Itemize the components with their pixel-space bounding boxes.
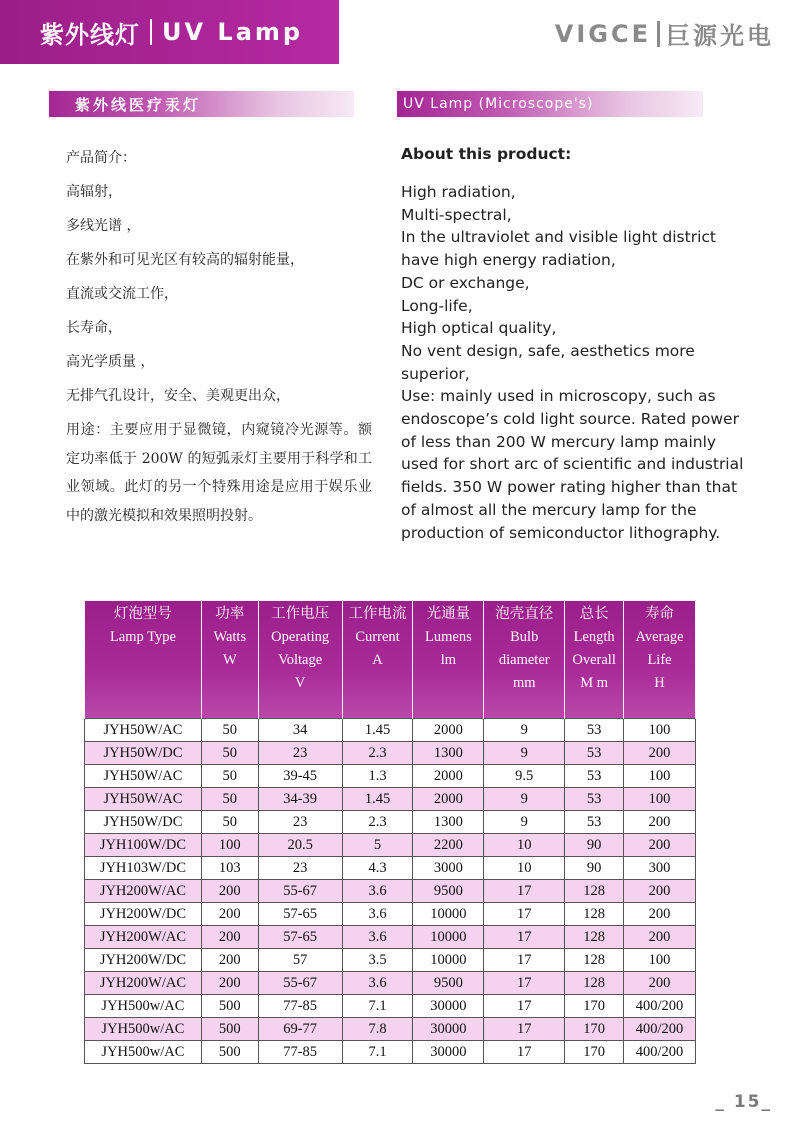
column-header-en: Watts xyxy=(213,629,247,645)
table-cell: JYH200W/AC xyxy=(85,879,202,902)
table-cell: 50 xyxy=(201,787,258,810)
table-cell: 53 xyxy=(565,787,624,810)
table-cell: 3000 xyxy=(413,856,484,879)
table-cell: 77-85 xyxy=(258,994,342,1017)
table-cell: 9 xyxy=(484,718,565,741)
table-cell: JYH50W/AC xyxy=(85,787,202,810)
table-row xyxy=(85,879,696,902)
feature-line: 直流或交流工作， xyxy=(66,286,178,302)
column-header xyxy=(484,601,565,718)
table-cell: 9500 xyxy=(413,879,484,902)
table-cell: JYH200W/AC xyxy=(85,925,202,948)
table-cell: 170 xyxy=(565,994,624,1017)
table-cell: 17 xyxy=(484,879,565,902)
table-cell: JYH500w/AC xyxy=(85,1040,202,1063)
feature-line: 在紫外和可见光区有较高的辐射能量， xyxy=(66,252,304,268)
usage-paragraph-cn: 用途：主要应用于显微镜，内窥镜冷光源等。额定功率低于 200W 的短弧汞灯主要用于科学和工业领域。此灯的另一个特殊用途是应用于娱乐业中的激光模拟和效果照明投射。 xyxy=(66,422,372,524)
table-row xyxy=(85,1040,696,1063)
table-cell: 128 xyxy=(565,902,624,925)
column-header xyxy=(85,601,202,718)
column-header-en: lm xyxy=(440,652,457,668)
table-row xyxy=(85,1017,696,1040)
table-cell: 100 xyxy=(624,948,696,971)
table-cell: 3.6 xyxy=(342,902,413,925)
page-number: _ 15_ xyxy=(715,1092,772,1112)
table-cell: 30000 xyxy=(413,1040,484,1063)
column-header-en: Lumens xyxy=(425,629,472,645)
table-body xyxy=(85,718,696,1063)
table-cell: 2.3 xyxy=(342,810,413,833)
table-cell: 9 xyxy=(484,787,565,810)
table-cell: 200 xyxy=(624,925,696,948)
table-cell: 77-85 xyxy=(258,1040,342,1063)
column-header-en: Lamp Type xyxy=(109,629,176,645)
table-cell: 4.3 xyxy=(342,856,413,879)
table-cell: 55-67 xyxy=(258,971,342,994)
table-cell: 55-67 xyxy=(258,879,342,902)
table-row xyxy=(85,994,696,1017)
table-cell: 3.5 xyxy=(342,948,413,971)
brand-divider xyxy=(657,21,660,47)
table-cell: 1300 xyxy=(413,741,484,764)
column-header-en: Voltage xyxy=(278,652,323,668)
table-cell: JYH103W/DC xyxy=(85,856,202,879)
table-cell: 500 xyxy=(201,994,258,1017)
table-row xyxy=(85,948,696,971)
table-cell: 17 xyxy=(484,971,565,994)
section-title-cn: 紫外线医疗汞灯 xyxy=(49,91,354,117)
table-cell: JYH50W/AC xyxy=(85,764,202,787)
column-header-cn: 工作电压 xyxy=(271,606,330,622)
table-cell: 23 xyxy=(258,856,342,879)
column-header-cn: 泡壳直径 xyxy=(495,606,554,622)
column-header-en: diameter xyxy=(498,652,550,668)
table-cell: 128 xyxy=(565,948,624,971)
table-cell: 200 xyxy=(624,971,696,994)
table-cell: 10000 xyxy=(413,902,484,925)
table-cell: 17 xyxy=(484,1017,565,1040)
table-cell: 2200 xyxy=(413,833,484,856)
table-cell: 500 xyxy=(201,1040,258,1063)
table-cell: 53 xyxy=(565,810,624,833)
table-cell: 200 xyxy=(201,902,258,925)
section-title-en: UV Lamp (Microscope's) xyxy=(397,91,703,117)
table-cell: JYH50W/AC xyxy=(85,718,202,741)
table-cell: 20.5 xyxy=(258,833,342,856)
table-cell: 200 xyxy=(624,741,696,764)
table-cell: 23 xyxy=(258,741,342,764)
column-header xyxy=(624,601,696,718)
table-cell: 7.1 xyxy=(342,994,413,1017)
brand-name-en: VIGCE xyxy=(554,19,651,48)
table-cell: 57-65 xyxy=(258,902,342,925)
table-cell: 170 xyxy=(565,1040,624,1063)
intro-heading-cn: 产品简介： xyxy=(66,150,136,166)
table-cell: 17 xyxy=(484,994,565,1017)
table-cell: 34-39 xyxy=(258,787,342,810)
table-cell: 400/200 xyxy=(624,1017,696,1040)
column-header xyxy=(565,601,624,718)
table-cell: 39-45 xyxy=(258,764,342,787)
product-intro-en xyxy=(401,143,746,544)
table-cell: 170 xyxy=(565,1017,624,1040)
table-cell: 5 xyxy=(342,833,413,856)
product-intro-cn xyxy=(66,144,372,530)
table-cell: JYH100W/DC xyxy=(85,833,202,856)
table-cell: 90 xyxy=(565,833,624,856)
table-cell: 7.1 xyxy=(342,1040,413,1063)
table-cell: 100 xyxy=(201,833,258,856)
table-cell: 1.45 xyxy=(342,787,413,810)
table-cell: 400/200 xyxy=(624,994,696,1017)
table-cell: 50 xyxy=(201,810,258,833)
table-row xyxy=(85,971,696,994)
column-header-en: V xyxy=(294,675,306,691)
table-cell: 128 xyxy=(565,971,624,994)
table-row xyxy=(85,764,696,787)
column-header-cn: 寿命 xyxy=(645,606,675,622)
table-cell: 30000 xyxy=(413,994,484,1017)
table-row xyxy=(85,718,696,741)
table-cell: 200 xyxy=(201,948,258,971)
table-cell: 17 xyxy=(484,1040,565,1063)
column-header-en: Length xyxy=(573,629,615,645)
table-cell: 57 xyxy=(258,948,342,971)
column-header-en: A xyxy=(372,652,383,668)
table-cell: 10000 xyxy=(413,925,484,948)
spec-table xyxy=(84,601,696,1064)
column-header-en: Life xyxy=(647,652,672,668)
table-cell: 3.6 xyxy=(342,925,413,948)
table-cell: 1.3 xyxy=(342,764,413,787)
table-row xyxy=(85,787,696,810)
feature-line: 多线光谱 ， xyxy=(66,218,141,234)
table-row xyxy=(85,925,696,948)
table-cell: 17 xyxy=(484,902,565,925)
table-cell: JYH200W/AC xyxy=(85,971,202,994)
header-title-cn: 紫外线灯 xyxy=(40,20,140,49)
feature-line: 高光学质量 ， xyxy=(66,354,155,370)
table-cell: 2000 xyxy=(413,764,484,787)
table-cell: 200 xyxy=(201,925,258,948)
table-cell: 100 xyxy=(624,787,696,810)
column-header-en: Average xyxy=(635,629,684,645)
table-cell: 200 xyxy=(624,902,696,925)
column-header-en: W xyxy=(222,652,237,668)
table-row xyxy=(85,902,696,925)
table-cell: 103 xyxy=(201,856,258,879)
table-cell: 400/200 xyxy=(624,1040,696,1063)
column-header-en: Operating xyxy=(271,629,330,645)
column-header-cn: 光通量 xyxy=(426,606,471,622)
table-cell: 50 xyxy=(201,741,258,764)
table-cell: 2000 xyxy=(413,787,484,810)
table-cell: 17 xyxy=(484,925,565,948)
table-cell: 1.45 xyxy=(342,718,413,741)
table-cell: 500 xyxy=(201,1017,258,1040)
table-cell: JYH200W/DC xyxy=(85,948,202,971)
intro-body-en: High radiation, Multi-spectral, In the ultraviolet and visible light district have high energy radiation, DC or exchange, Long-life, High optical quality, No vent design, safe, aesthetics more superior, Use: mainly used in microscopy, such as endoscope’s cold light source. Rated power of less than 200 W mercury lamp mainly used for short arc of scientific and industrial fields. 350 W power rating higher than that of almost all the mercury lamp for the production of semiconductor lithography. xyxy=(401,183,744,542)
feature-line: 高辐射， xyxy=(66,184,122,200)
column-header xyxy=(258,601,342,718)
table-cell: 200 xyxy=(201,879,258,902)
column-header xyxy=(342,601,413,718)
column-header xyxy=(201,601,258,718)
table-cell: 300 xyxy=(624,856,696,879)
table-cell: JYH500w/AC xyxy=(85,994,202,1017)
table-cell: 23 xyxy=(258,810,342,833)
column-header-cn: 功率 xyxy=(215,606,245,622)
table-cell: 10 xyxy=(484,856,565,879)
table-cell: 53 xyxy=(565,741,624,764)
table-cell: JYH50W/DC xyxy=(85,810,202,833)
table-row xyxy=(85,741,696,764)
table-cell: 100 xyxy=(624,718,696,741)
table-cell: 57-65 xyxy=(258,925,342,948)
table-cell: 7.8 xyxy=(342,1017,413,1040)
column-header-en: M m xyxy=(580,675,609,691)
table-row xyxy=(85,810,696,833)
table-cell: JYH500w/AC xyxy=(85,1017,202,1040)
table-cell: 30000 xyxy=(413,1017,484,1040)
table-cell: 53 xyxy=(565,764,624,787)
table-cell: 69-77 xyxy=(258,1017,342,1040)
column-header-en: mm xyxy=(512,675,536,691)
table-cell: 9.5 xyxy=(484,764,565,787)
header-divider xyxy=(150,19,152,45)
table-cell: 17 xyxy=(484,948,565,971)
table-cell: 90 xyxy=(565,856,624,879)
table-cell: 9 xyxy=(484,810,565,833)
table-cell: 200 xyxy=(624,833,696,856)
brand-logo xyxy=(555,16,774,51)
table-cell: 100 xyxy=(624,764,696,787)
table-cell: 3.6 xyxy=(342,971,413,994)
table-cell: 200 xyxy=(624,810,696,833)
table-cell: 128 xyxy=(565,879,624,902)
column-header-en: Overall xyxy=(572,652,616,668)
table-cell: 1300 xyxy=(413,810,484,833)
intro-heading-en: About this product: xyxy=(401,145,572,163)
header-title xyxy=(0,0,339,64)
table-cell: 50 xyxy=(201,764,258,787)
header-title-en: UV Lamp xyxy=(162,18,304,46)
table-cell: 3.6 xyxy=(342,879,413,902)
table-row xyxy=(85,833,696,856)
table-cell: JYH50W/DC xyxy=(85,741,202,764)
column-header-en: Current xyxy=(355,629,400,645)
table-cell: 10 xyxy=(484,833,565,856)
column-header-en: H xyxy=(654,675,665,691)
table-cell: 9500 xyxy=(413,971,484,994)
column-header-cn: 灯泡型号 xyxy=(113,606,172,622)
table-cell: 2.3 xyxy=(342,741,413,764)
brand-name-cn: 巨源光电 xyxy=(666,22,774,50)
column-header-en: Bulb xyxy=(510,629,539,645)
column-header xyxy=(413,601,484,718)
table-header-row xyxy=(85,601,696,718)
feature-line: 无排气孔设计，安全、美观更出众， xyxy=(66,388,290,404)
table-cell: 200 xyxy=(624,879,696,902)
table-row xyxy=(85,856,696,879)
table-cell: JYH200W/DC xyxy=(85,902,202,925)
table-cell: 34 xyxy=(258,718,342,741)
table-cell: 50 xyxy=(201,718,258,741)
table-cell: 53 xyxy=(565,718,624,741)
column-header-cn: 总长 xyxy=(579,606,609,622)
feature-line: 长寿命， xyxy=(66,320,122,336)
table-cell: 9 xyxy=(484,741,565,764)
column-header-cn: 工作电流 xyxy=(348,606,407,622)
table-cell: 2000 xyxy=(413,718,484,741)
table-cell: 200 xyxy=(201,971,258,994)
table-cell: 128 xyxy=(565,925,624,948)
table-cell: 10000 xyxy=(413,948,484,971)
